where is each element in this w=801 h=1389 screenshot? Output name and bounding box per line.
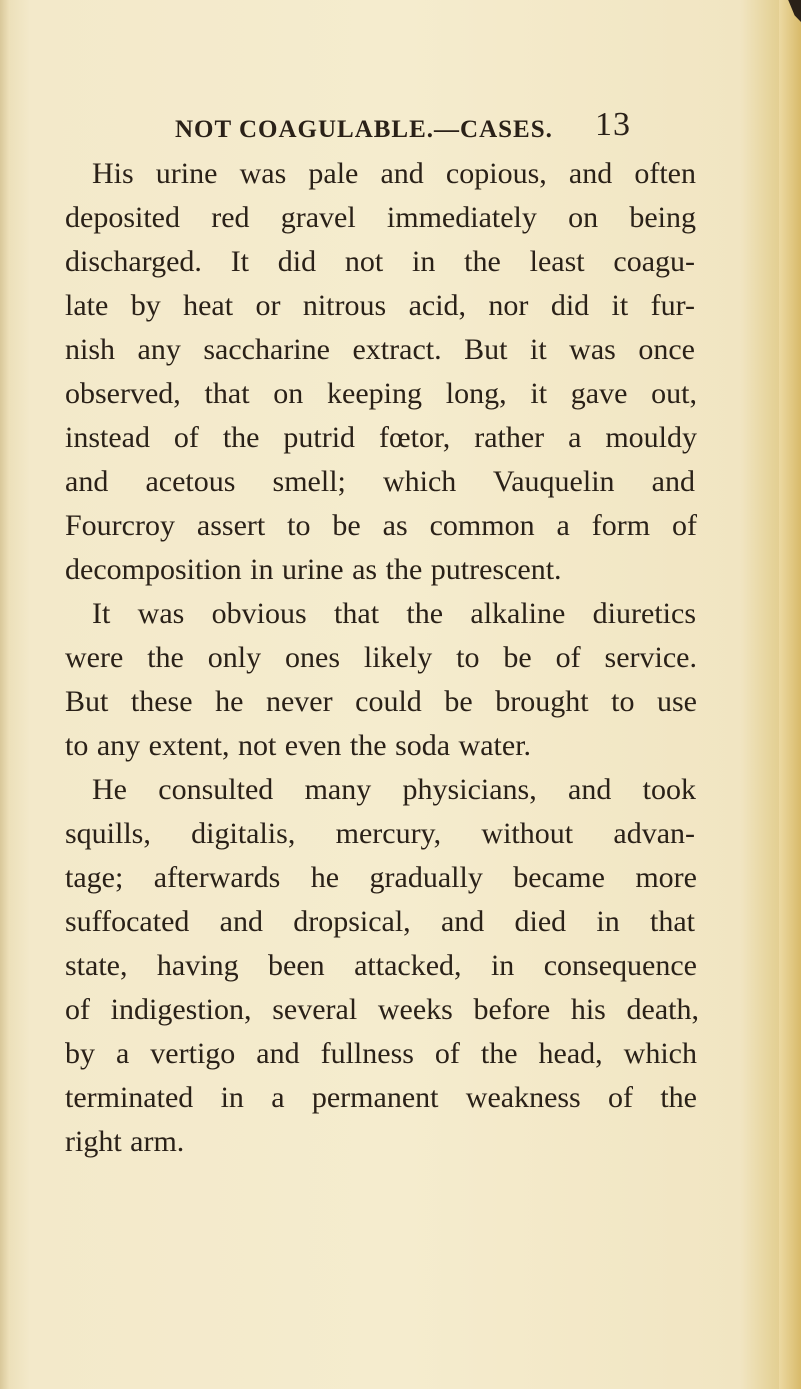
text-line: observed, that on keeping long, it gave out,: [65, 377, 697, 410]
text-line: instead of the putrid fœtor, rather a mouldy: [65, 421, 697, 454]
text-line: to any extent, not even the soda water.: [65, 729, 532, 762]
text-line: squills, digitalis, mercury, without advan-: [65, 817, 695, 850]
text-line: His urine was pale and copious, and often: [92, 157, 696, 190]
text-line: terminated in a permanent weakness of the: [65, 1081, 697, 1114]
page-right-edge: [779, 0, 801, 1389]
text-line: But these he never could be brought to use: [65, 685, 697, 718]
text-line: late by heat or nitrous acid, nor did it fur-: [65, 289, 695, 322]
text-line: discharged. It did not in the least coagu-: [65, 245, 695, 278]
text-line: nish any saccharine extract. But it was once: [65, 333, 695, 366]
page-left-edge: [0, 0, 10, 1389]
text-line: state, having been attacked, in consequence: [65, 949, 697, 982]
running-title: NOT COAGULABLE.—CASES.: [175, 116, 553, 143]
text-line: and acetous smell; which Vauquelin and: [65, 465, 695, 498]
text-line: tage; afterwards he gradually became more: [65, 861, 697, 894]
text-line: deposited red gravel immediately on being: [65, 201, 696, 234]
text-line: by a vertigo and fullness of the head, which: [65, 1037, 697, 1070]
text-line: He consulted many physicians, and took: [92, 773, 696, 806]
text-line: suffocated and dropsical, and died in that: [65, 905, 695, 938]
text-line: It was obvious that the alkaline diuretics: [92, 597, 696, 630]
text-line: Fourcroy assert to be as common a form of: [65, 509, 697, 542]
text-line: right arm.: [65, 1125, 185, 1158]
text-line: of indigestion, several weeks before his death,: [65, 993, 699, 1026]
text-line: decomposition in urine as the putrescent.: [65, 553, 562, 586]
page-number: 13: [595, 106, 631, 143]
text-line: were the only ones likely to be of service.: [65, 641, 697, 674]
running-head: [175, 106, 655, 146]
